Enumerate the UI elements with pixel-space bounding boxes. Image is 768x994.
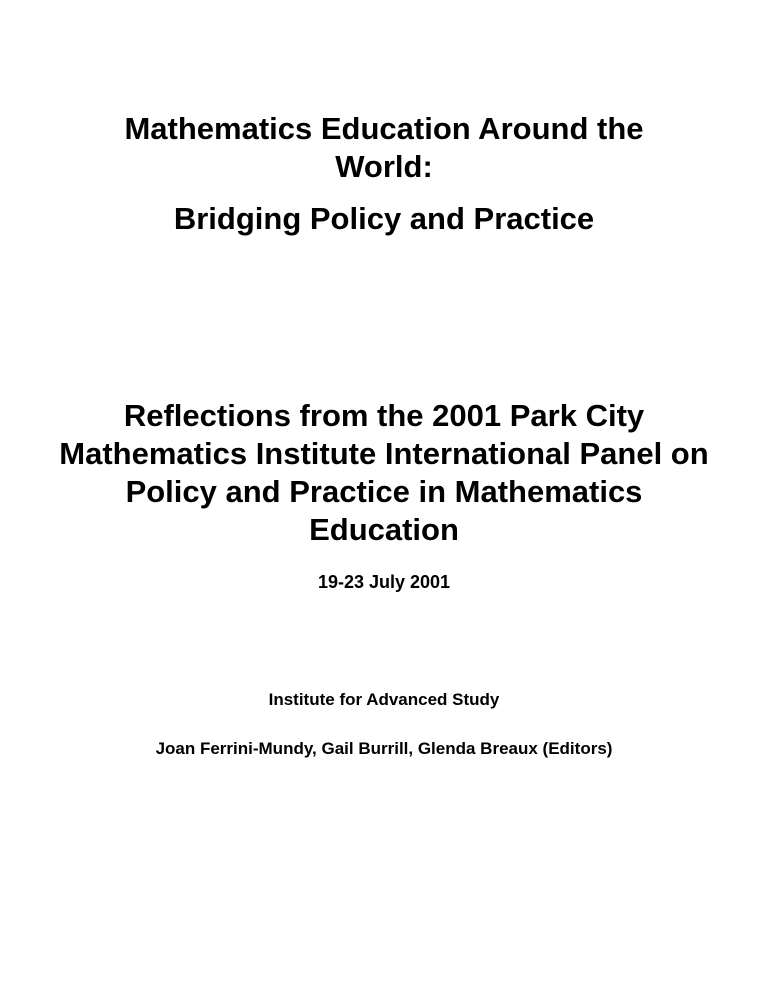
institute-name: Institute for Advanced Study: [268, 690, 500, 709]
document-subtitle: Bridging Policy and Practice: [173, 201, 595, 236]
reflections-line: Education: [309, 512, 459, 547]
reflections-heading: [0, 397, 768, 549]
reflections-line: Reflections from the 2001 Park City: [123, 398, 645, 433]
editors-line: Joan Ferrini-Mundy, Gail Burrill, Glenda Breaux (Editors): [155, 739, 613, 758]
title-line: World:: [335, 149, 433, 184]
reflections-line: Policy and Practice in Mathematics: [125, 474, 643, 509]
reflections-line: Mathematics Institute International Panel on: [59, 436, 709, 471]
title-line: Mathematics Education Around the: [124, 111, 644, 146]
event-date: 19-23 July 2001: [317, 572, 451, 592]
document-title: [0, 110, 768, 186]
